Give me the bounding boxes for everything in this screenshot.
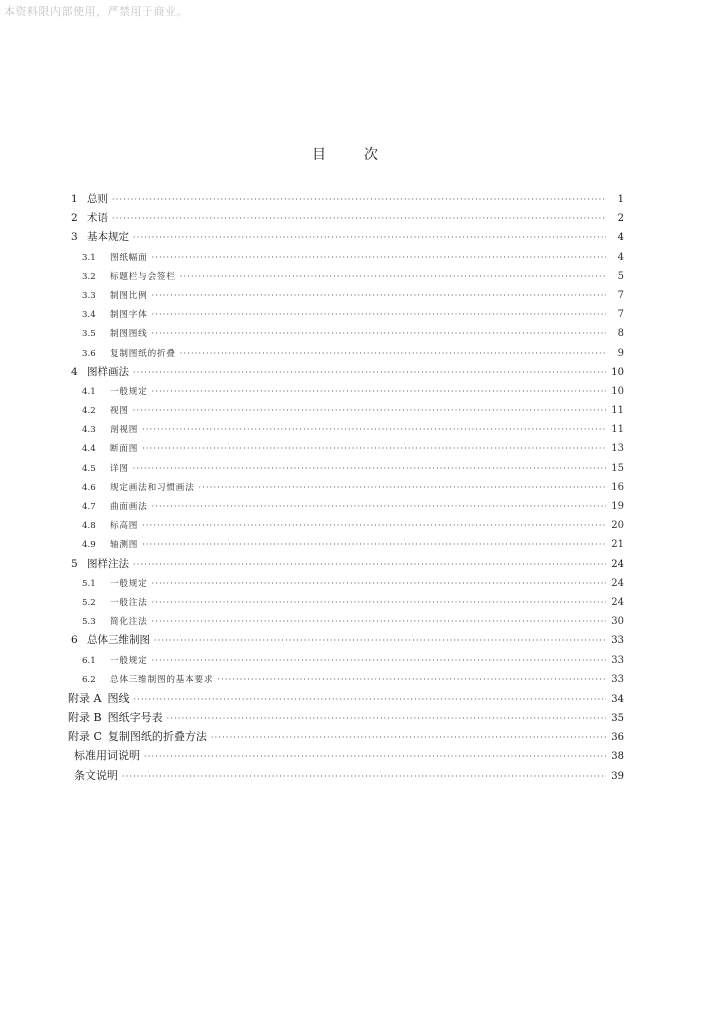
toc-entry-page: 4	[617, 232, 624, 244]
toc-entry[interactable]	[68, 401, 624, 420]
toc-entry-title: 一般规定	[110, 655, 148, 666]
toc-entry-page: 33	[611, 654, 624, 666]
toc-entry-title: 复制图纸的折叠	[110, 348, 176, 359]
toc-entry-number: 附录 A	[68, 691, 102, 705]
toc-entry[interactable]	[68, 689, 624, 708]
toc-entry-number: 3.5	[82, 329, 96, 340]
toc-entry-title: 标题栏与会签栏	[110, 271, 176, 282]
page-title: 目次	[312, 147, 416, 163]
toc-entry-title: 一般规定	[110, 386, 148, 397]
toc-entry-number: 附录 C	[68, 730, 102, 744]
dot-leader	[152, 651, 606, 670]
toc-entry-page: 39	[611, 770, 624, 782]
toc-entry-number: 5	[71, 557, 78, 570]
toc-entry[interactable]	[68, 286, 624, 305]
dot-leader	[112, 209, 606, 228]
toc-entry-number: 5.2	[82, 597, 96, 608]
toc-entry-number: 6	[71, 634, 78, 647]
dot-leader	[211, 728, 606, 746]
dot-leader	[122, 767, 606, 785]
dot-leader	[144, 747, 606, 765]
toc-entry[interactable]	[68, 631, 624, 650]
dot-leader	[152, 574, 606, 593]
toc-entry-title: 图线	[107, 691, 130, 705]
toc-entry[interactable]	[68, 746, 624, 765]
toc-entry-title: 一般规定	[110, 578, 148, 589]
toc-entry-number: 4.9	[82, 540, 96, 551]
toc-entry-page: 11	[611, 424, 624, 436]
toc-entry[interactable]	[68, 439, 624, 458]
toc-entry[interactable]	[68, 478, 624, 497]
toc-entry-page: 33	[611, 673, 624, 685]
dot-leader	[112, 190, 606, 209]
toc-entry-page: 33	[611, 635, 624, 647]
toc-entry-number: 4	[71, 365, 78, 378]
toc-entry-title: 图纸字号表	[107, 711, 163, 725]
toc-entry-title: 详图	[110, 463, 129, 474]
toc-entry-page: 21	[611, 539, 624, 551]
toc-entry-page: 7	[617, 309, 624, 321]
toc-entry[interactable]	[68, 382, 624, 401]
toc-entry-title: 条文说明	[74, 768, 118, 782]
toc-entry[interactable]	[68, 670, 624, 689]
toc-entry[interactable]	[68, 612, 624, 631]
toc-entry-number: 1	[71, 193, 78, 205]
toc-entry-number: 4.2	[82, 406, 96, 417]
toc-entry-number: 6.1	[82, 655, 96, 666]
toc-entry-page: 36	[611, 732, 624, 744]
toc-entry-number: 4.4	[82, 444, 96, 455]
toc-entry-page: 24	[611, 596, 624, 608]
dot-leader	[133, 228, 606, 247]
toc-entry[interactable]	[68, 766, 624, 785]
toc-entry-title: 总则	[87, 193, 108, 205]
toc-entry-number: 3.1	[82, 252, 96, 263]
toc-entry-page: 24	[611, 558, 624, 570]
toc-entry-title: 规定画法和习惯画法	[110, 482, 195, 493]
toc-entry-title: 制图比例	[110, 290, 148, 301]
dot-leader	[199, 478, 606, 497]
watermark-text: 本资料限内部使用，严禁用于商业。	[4, 5, 188, 18]
toc-entry-number: 5.3	[82, 617, 96, 628]
toc-entry-title: 图样画法	[87, 365, 129, 378]
toc-entry[interactable]	[68, 593, 624, 612]
toc-entry-title: 简化注法	[110, 617, 148, 628]
toc-entry-page: 15	[611, 462, 624, 474]
toc-entry[interactable]	[68, 305, 624, 324]
dot-leader	[217, 670, 606, 689]
toc-entry-page: 24	[611, 577, 624, 589]
toc-entry[interactable]	[68, 516, 624, 535]
toc-entry[interactable]	[68, 344, 624, 363]
dot-leader	[142, 439, 606, 458]
dot-leader	[142, 420, 606, 439]
toc-entry[interactable]	[68, 209, 624, 228]
dot-leader	[152, 612, 606, 631]
toc-entry-title: 总体三维制图	[87, 634, 150, 647]
toc-entry-title: 轴测图	[110, 540, 139, 551]
dot-leader	[133, 459, 606, 478]
toc-entry-number: 2	[71, 212, 78, 225]
toc-entry-page: 8	[617, 328, 624, 340]
toc-entry-page: 10	[611, 366, 624, 378]
toc-entry[interactable]	[68, 420, 624, 439]
toc-entry-page: 20	[611, 520, 624, 532]
dot-leader	[152, 305, 606, 324]
toc-entry-number: 4.6	[82, 482, 96, 493]
toc-entry-page: 9	[617, 347, 624, 359]
dot-leader	[152, 286, 606, 305]
dot-leader	[133, 690, 606, 708]
toc-entry-page: 34	[611, 693, 624, 705]
toc-entry-title: 图纸幅面	[110, 252, 148, 263]
toc-entry-title: 术语	[87, 212, 108, 225]
toc-entry-title: 复制图纸的折叠方法	[107, 730, 207, 744]
dot-leader	[133, 401, 606, 420]
toc-entry[interactable]	[68, 497, 624, 516]
toc-entry-number: 3.2	[82, 271, 96, 282]
toc-entry-number: 4.3	[82, 425, 96, 436]
toc-entry-page: 5	[617, 270, 624, 282]
toc-entry[interactable]	[68, 535, 624, 554]
toc-entry-page: 1	[617, 194, 624, 205]
dot-leader	[142, 516, 606, 535]
toc-entry-page: 13	[611, 443, 624, 455]
dot-leader	[133, 555, 606, 574]
toc-entry[interactable]	[68, 708, 624, 727]
dot-leader	[152, 324, 606, 343]
toc-entry[interactable]	[68, 459, 624, 478]
toc-entry-page: 35	[611, 713, 624, 725]
toc-entry[interactable]	[68, 228, 624, 247]
dot-leader	[154, 631, 606, 650]
toc-entry-number: 3.3	[82, 290, 96, 301]
toc-entry-number: 附录 B	[68, 711, 102, 725]
dot-leader	[142, 535, 606, 554]
toc-entry-page: 4	[617, 251, 624, 263]
toc-entry[interactable]	[68, 363, 624, 382]
toc-entry-title: 曲面画法	[110, 502, 148, 512]
toc-entry-title: 制图图线	[110, 329, 148, 340]
toc-entry-number: 4.5	[82, 463, 96, 474]
dot-leader	[152, 248, 606, 267]
toc-entry[interactable]	[68, 267, 624, 286]
toc-entry[interactable]	[68, 190, 624, 209]
dot-leader	[133, 363, 606, 382]
toc-entry-title: 断面图	[110, 444, 139, 455]
toc-entry-title: 标高图	[110, 521, 139, 532]
toc-entry-number: 5.1	[82, 578, 96, 589]
toc-entry-number: 3.6	[82, 348, 96, 359]
toc-entry[interactable]	[68, 555, 624, 574]
toc-entry-number: 6.2	[82, 674, 96, 685]
dot-leader	[167, 709, 606, 727]
toc-entry-title: 一般注法	[110, 597, 148, 608]
toc-entry[interactable]	[68, 574, 624, 593]
toc-entry-page: 30	[611, 616, 624, 628]
toc-entry-page: 38	[611, 751, 624, 763]
toc-entry[interactable]	[68, 248, 624, 267]
toc-entry[interactable]	[68, 727, 624, 746]
toc-entry-title: 剖视图	[110, 425, 139, 436]
toc-entry-title: 图样注法	[87, 557, 129, 570]
toc-entry-number: 3.4	[82, 310, 96, 321]
toc-entry[interactable]	[68, 651, 624, 670]
toc-entry-title: 标准用词说明	[74, 749, 140, 763]
toc-entry-title: 基本规定	[87, 231, 129, 244]
toc-entry[interactable]	[68, 324, 624, 343]
table-of-contents	[68, 190, 624, 785]
dot-leader	[180, 267, 606, 286]
toc-entry-number: 3	[71, 231, 78, 244]
dot-leader	[152, 497, 606, 516]
toc-entry-page: 11	[611, 405, 624, 417]
dot-leader	[152, 382, 606, 401]
dot-leader	[180, 344, 606, 363]
toc-entry-number: 4.7	[82, 502, 96, 512]
toc-entry-title: 总体三维制图的基本要求	[110, 674, 214, 685]
toc-entry-page: 7	[617, 289, 624, 301]
toc-entry-page: 16	[611, 481, 624, 493]
toc-entry-number: 4.8	[82, 521, 96, 532]
toc-entry-page: 10	[611, 385, 624, 397]
toc-entry-page: 2	[617, 213, 624, 225]
toc-entry-number: 4.1	[82, 386, 96, 397]
toc-entry-title: 视图	[110, 406, 129, 417]
dot-leader	[152, 593, 606, 612]
toc-entry-page: 19	[611, 501, 624, 512]
toc-entry-title: 制图字体	[110, 310, 148, 321]
